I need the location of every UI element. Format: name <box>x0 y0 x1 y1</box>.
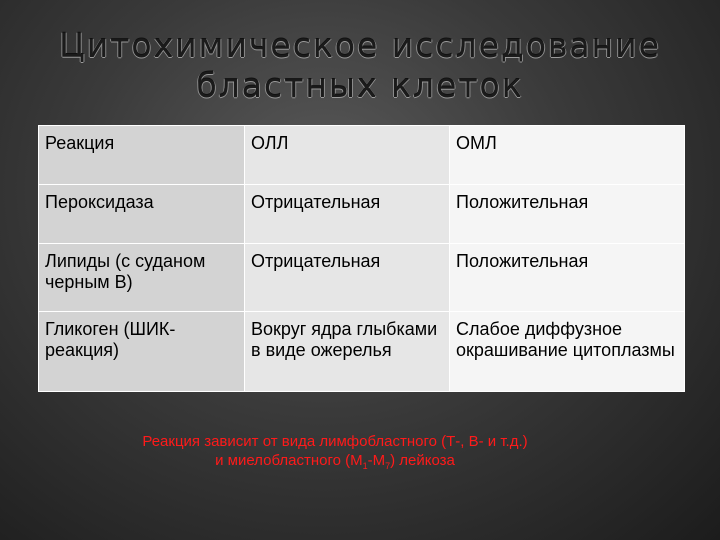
table-cell: Положительная <box>450 244 685 312</box>
cytochemistry-table <box>38 125 685 392</box>
subscript-7: 7 <box>385 461 391 471</box>
footnote <box>95 432 575 476</box>
table-cell: Положительная <box>450 185 685 244</box>
table-cell: Пероксидаза <box>39 185 245 244</box>
footnote-suffix: ) лейкоза <box>390 452 455 469</box>
slide-title-line-1: Цитохимическое исследование <box>59 26 661 65</box>
table-row <box>39 244 685 312</box>
table-row <box>39 312 685 392</box>
table-cell: Вокруг ядра глыбками в виде ожерелья <box>245 312 450 392</box>
table-cell: ОМЛ <box>450 126 685 185</box>
table-row <box>39 185 685 244</box>
footnote-dash: -М <box>367 452 386 469</box>
footnote-prefix: и миелобластного (М <box>215 452 363 469</box>
table-cell: Гликоген (ШИК-реакция) <box>39 312 245 392</box>
table-cell: Слабое диффузное окрашивание цитоплазмы <box>450 312 685 392</box>
table-row <box>39 126 685 185</box>
table-cell: Реакция <box>39 126 245 185</box>
table-cell: ОЛЛ <box>245 126 450 185</box>
slide-title-line-2: бластных клеток <box>196 66 524 105</box>
table-cell: Отрицательная <box>245 185 450 244</box>
slide-title <box>0 26 720 106</box>
footnote-line-1: Реакция зависит от вида лимфобластного (Т-, В- и т.д.) <box>142 433 528 450</box>
table-cell: Липиды (с суданом черным В) <box>39 244 245 312</box>
table-cell: Отрицательная <box>245 244 450 312</box>
footnote-line-2 <box>95 451 575 476</box>
subscript-1: 1 <box>362 461 368 471</box>
